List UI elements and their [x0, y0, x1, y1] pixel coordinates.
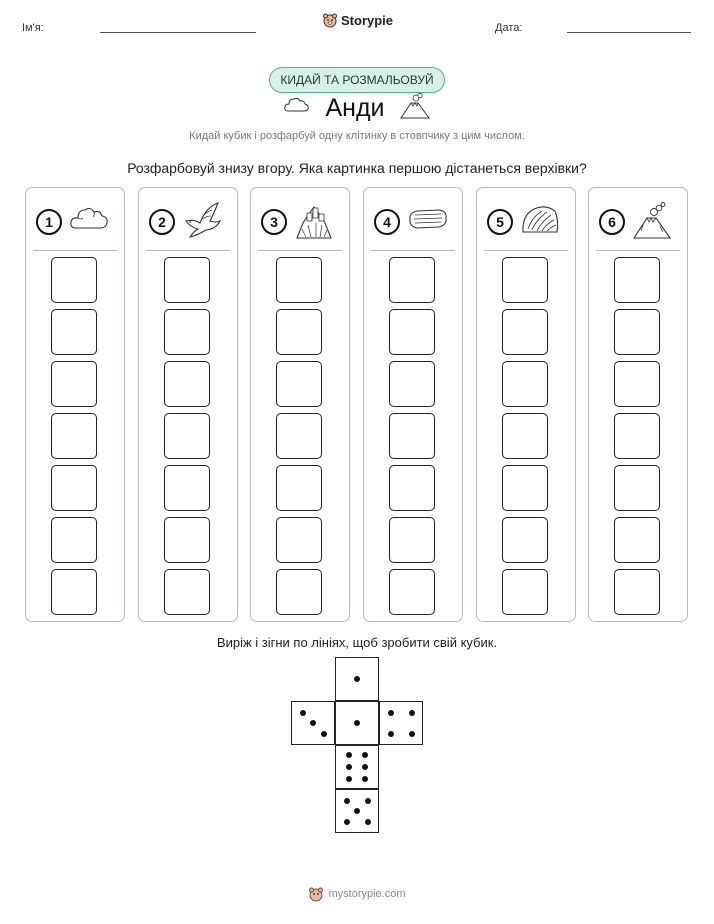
color-cell[interactable] — [164, 309, 210, 355]
die-pip — [409, 731, 415, 737]
die-pip — [346, 764, 352, 770]
mountain-city-icon — [294, 201, 334, 241]
activity-badge: КИДАЙ ТА РОЗМАЛЬОВУЙ — [269, 67, 445, 93]
die-face-top — [335, 657, 379, 701]
die-pip — [321, 731, 327, 737]
column-number: 4 — [374, 209, 400, 235]
color-cell[interactable] — [164, 517, 210, 563]
color-cell[interactable] — [276, 257, 322, 303]
column-3 — [250, 187, 350, 622]
die-pip — [354, 676, 360, 682]
column-divider — [33, 250, 117, 251]
color-cell[interactable] — [502, 465, 548, 511]
color-cell[interactable] — [164, 413, 210, 459]
die-pip — [346, 776, 352, 782]
column-number: 6 — [599, 209, 625, 235]
footer-url: mystorypie.com — [328, 888, 406, 900]
die-face-lower — [335, 745, 379, 789]
color-cell[interactable] — [502, 309, 548, 355]
footer — [0, 886, 714, 902]
die-face-bottom — [335, 789, 379, 833]
volcano-icon — [632, 201, 672, 241]
instruction-text: Розфарбовуй знизу вгору. Яка картинка першою дістанеться верхівки? — [127, 160, 587, 176]
subtitle: Кидай кубик і розфарбуй одну клітинку в стовпчику з цим числом. — [189, 130, 525, 142]
name-label: Ім'я: — [22, 22, 44, 34]
die-pip — [362, 752, 368, 758]
color-cell[interactable] — [614, 309, 660, 355]
die-pip — [362, 776, 368, 782]
die-face-right — [379, 701, 423, 745]
column-divider — [146, 250, 230, 251]
column-number: 1 — [36, 209, 62, 235]
page-title: Анди — [325, 94, 385, 122]
color-cell[interactable] — [389, 517, 435, 563]
color-cell[interactable] — [51, 517, 97, 563]
die-pip — [344, 798, 350, 804]
die-face-left — [291, 701, 335, 745]
cut-instruction: Виріж і зігни по лініях, щоб зробити свій кубик. — [216, 635, 498, 650]
color-cell[interactable] — [614, 465, 660, 511]
column-number: 2 — [149, 209, 175, 235]
bear-mascot-icon — [308, 886, 324, 902]
volcano-icon — [399, 92, 431, 120]
color-cell[interactable] — [276, 465, 322, 511]
column-2 — [138, 187, 238, 622]
color-cell[interactable] — [276, 309, 322, 355]
color-cell[interactable] — [389, 465, 435, 511]
color-cell[interactable] — [164, 361, 210, 407]
date-label: Дата: — [495, 22, 523, 34]
die-pip — [365, 798, 371, 804]
color-cell[interactable] — [276, 361, 322, 407]
color-cell[interactable] — [389, 569, 435, 615]
color-cell[interactable] — [276, 413, 322, 459]
color-cell[interactable] — [164, 569, 210, 615]
die-face-center — [335, 701, 379, 745]
striped-rock-icon — [520, 201, 560, 237]
color-cell[interactable] — [164, 465, 210, 511]
color-cell[interactable] — [389, 309, 435, 355]
column-6 — [588, 187, 688, 622]
color-cell[interactable] — [389, 361, 435, 407]
color-cell[interactable] — [502, 517, 548, 563]
die-pip — [344, 819, 350, 825]
column-4 — [363, 187, 463, 622]
color-cell[interactable] — [502, 569, 548, 615]
die-pip — [354, 720, 360, 726]
color-cell[interactable] — [614, 361, 660, 407]
color-cell[interactable] — [614, 257, 660, 303]
date-field-line[interactable] — [567, 32, 691, 33]
color-cell[interactable] — [502, 361, 548, 407]
column-1 — [25, 187, 125, 622]
die-pip — [362, 764, 368, 770]
color-cell[interactable] — [614, 413, 660, 459]
bear-mascot-icon — [322, 12, 338, 28]
column-number: 3 — [261, 209, 287, 235]
column-divider — [371, 250, 455, 251]
color-cell[interactable] — [502, 257, 548, 303]
color-cell[interactable] — [51, 569, 97, 615]
brand-logo — [322, 12, 393, 28]
die-pip — [310, 720, 316, 726]
color-cell[interactable] — [389, 413, 435, 459]
die-pip — [346, 752, 352, 758]
brand-name: Storypie — [341, 12, 394, 28]
color-cell[interactable] — [51, 413, 97, 459]
column-divider — [596, 250, 680, 251]
die-pip — [409, 710, 415, 716]
color-cell[interactable] — [276, 569, 322, 615]
column-number: 5 — [487, 209, 513, 235]
die-pip — [388, 710, 394, 716]
die-pip — [354, 808, 360, 814]
name-field-line[interactable] — [100, 32, 256, 33]
color-cell[interactable] — [164, 257, 210, 303]
column-divider — [258, 250, 342, 251]
die-pip — [388, 731, 394, 737]
color-cell[interactable] — [389, 257, 435, 303]
color-cell[interactable] — [614, 517, 660, 563]
die-pip — [300, 710, 306, 716]
color-cell[interactable] — [51, 465, 97, 511]
color-cell[interactable] — [51, 257, 97, 303]
color-cell[interactable] — [51, 309, 97, 355]
color-cell[interactable] — [276, 517, 322, 563]
color-cell[interactable] — [502, 413, 548, 459]
dove-icon — [182, 201, 222, 239]
stone-slab-icon — [407, 201, 449, 237]
column-5 — [476, 187, 576, 622]
die-pip — [365, 819, 371, 825]
color-cell[interactable] — [51, 361, 97, 407]
color-cell[interactable] — [614, 569, 660, 615]
column-divider — [484, 250, 568, 251]
cloud-icon — [69, 201, 109, 237]
